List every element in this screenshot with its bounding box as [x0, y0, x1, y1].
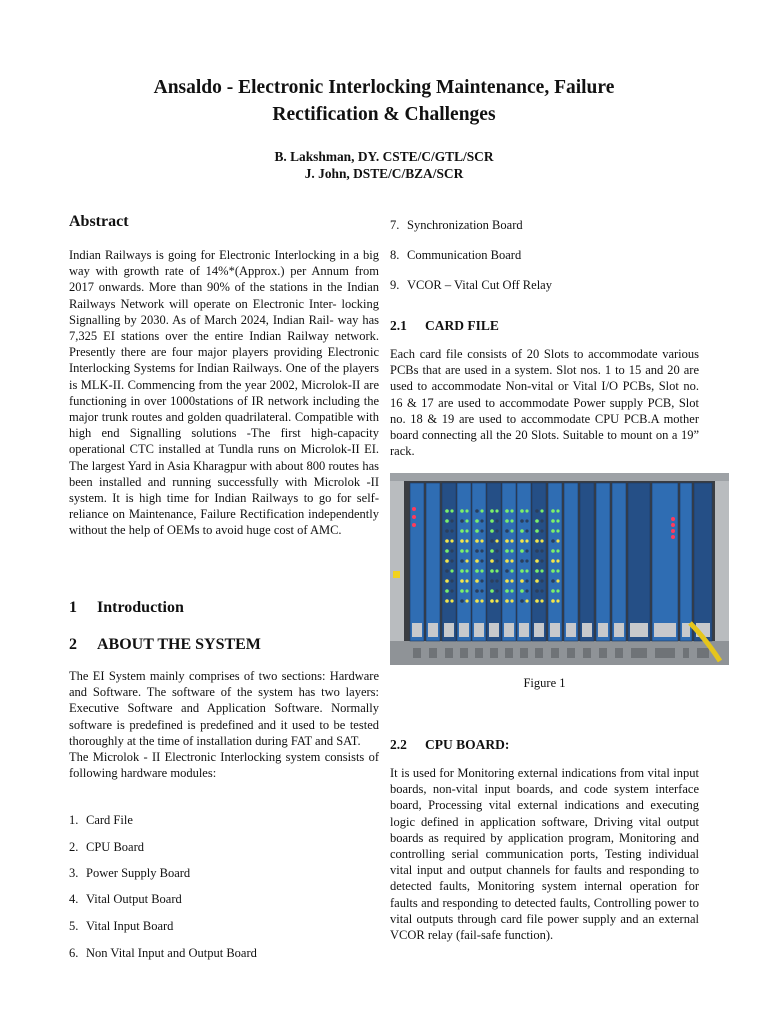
- about-paragraph-2: The Microlok - II Electronic Interlocking system consists of following hardware modules:: [69, 750, 379, 781]
- section-number: 1: [69, 599, 77, 616]
- list-item: 5. Vital Input Board: [69, 919, 174, 933]
- section-about-heading: [69, 636, 261, 654]
- title-line-2: Rectification & Challenges: [272, 104, 496, 125]
- paper-title: [40, 74, 728, 128]
- section-title: ABOUT THE SYSTEM: [97, 636, 261, 653]
- abstract-heading: Abstract: [69, 213, 129, 230]
- section-number: 2.2: [390, 737, 407, 752]
- cpu-board-text: It is used for Monitoring external indications from vital input boards, non-vital input boards, and code system interface board, Processing vital external indications and executing logic defined in application software, Driving vital output boards as required by application program, Monitoring and controlling serial communication ports, Testing individual vital input and output channels for faults and responding to detected faults, Monitoring system internal operation for faults and responding to detected faults, Controlling power to vital outputs through card file power supply and an external VCOR relay (fail-safe function).: [390, 766, 699, 943]
- about-paragraph-1: The EI System mainly comprises of two sections: Hardware and Software. The software of the system has two layers: Executive Software and Application Software. Normally software is predefined is predefined and it used to be tested thoroughly at the time of installation during FAT and SAT.: [69, 669, 379, 748]
- section-card-file-heading: [390, 318, 499, 334]
- section-introduction-heading: [69, 599, 184, 617]
- title-line-1: Ansaldo - Electronic Interlocking Maintenance, Failure: [153, 77, 615, 98]
- list-item: 2. CPU Board: [69, 840, 144, 854]
- list-item: 6. Non Vital Input and Output Board: [69, 946, 257, 960]
- about-text: [69, 668, 379, 781]
- section-cpu-board-heading: [390, 737, 509, 753]
- section-title: Introduction: [97, 599, 184, 616]
- rack-illustration: [390, 473, 729, 665]
- list-item: 8. Communication Board: [390, 248, 522, 262]
- list-item: 4. Vital Output Board: [69, 892, 182, 906]
- list-item: 3. Power Supply Board: [69, 866, 191, 880]
- list-item: 7. Synchronization Board: [390, 218, 523, 232]
- abstract-text: Indian Railways is going for Electronic Interlocking in a big way with growth rate of 14%*(Approx.) per Annum from 2017 onwards. More than 90% of the stations in the Indian Railways Network will operate on Electronic Inter- locking Signalling by 2030. As of March 2024, Indian Rail- way has 7,325 EI stations over the entire Indian Railway network. Presently there are four major players providing Electronic Interlocking Systems for Indian Railways. One of the players is MLK-II. Commencing from the year 2002, Microlok-II are functioning in over 1000stations of IR network including the major trunk routes and golden quadrilateral. Compatible with high end Signalling solutions -The first high-capacity operational CTC installed at Tundla runs on Microlok-II EI. The largest Yard in Asia Kharagpur with about 800 routes has been installed and running successfully with Microlok -II system. It is high time for Indian Railways to go for self- reliance on Maintenance, Failure Rectification independently without the help of OEMs to avoid huge cost of AMC.: [69, 248, 379, 538]
- author-block: [40, 148, 728, 182]
- author-2: J. John, DSTE/C/BZA/SCR: [304, 166, 464, 181]
- section-title: CPU BOARD:: [425, 737, 510, 752]
- figure-caption: Figure 1: [523, 676, 566, 690]
- list-item: 1. Card File: [69, 813, 133, 827]
- section-title: CARD FILE: [425, 318, 499, 333]
- card-file-text: Each card file consists of 20 Slots to accommodate various PCBs that are used in a system. Slot nos. 1 to 15 and 20 are used to accommodate Non-vital or Vital I/O PCBs, Slot no. 16 & 17 are used to accommodate Power supply PCB, Slot no. 18 & 19 are used to accommodate CPU PCB.A mother board connecting all the 20 Slots. Suitable to mount on a 19” rack.: [390, 347, 699, 459]
- author-1: B. Lakshman, DY. CSTE/C/GTL/SCR: [274, 149, 494, 164]
- figure-card-file-photo: [390, 473, 729, 665]
- section-number: 2: [69, 636, 77, 653]
- section-number: 2.1: [390, 318, 407, 333]
- list-item: 9. VCOR – Vital Cut Off Relay: [390, 278, 552, 292]
